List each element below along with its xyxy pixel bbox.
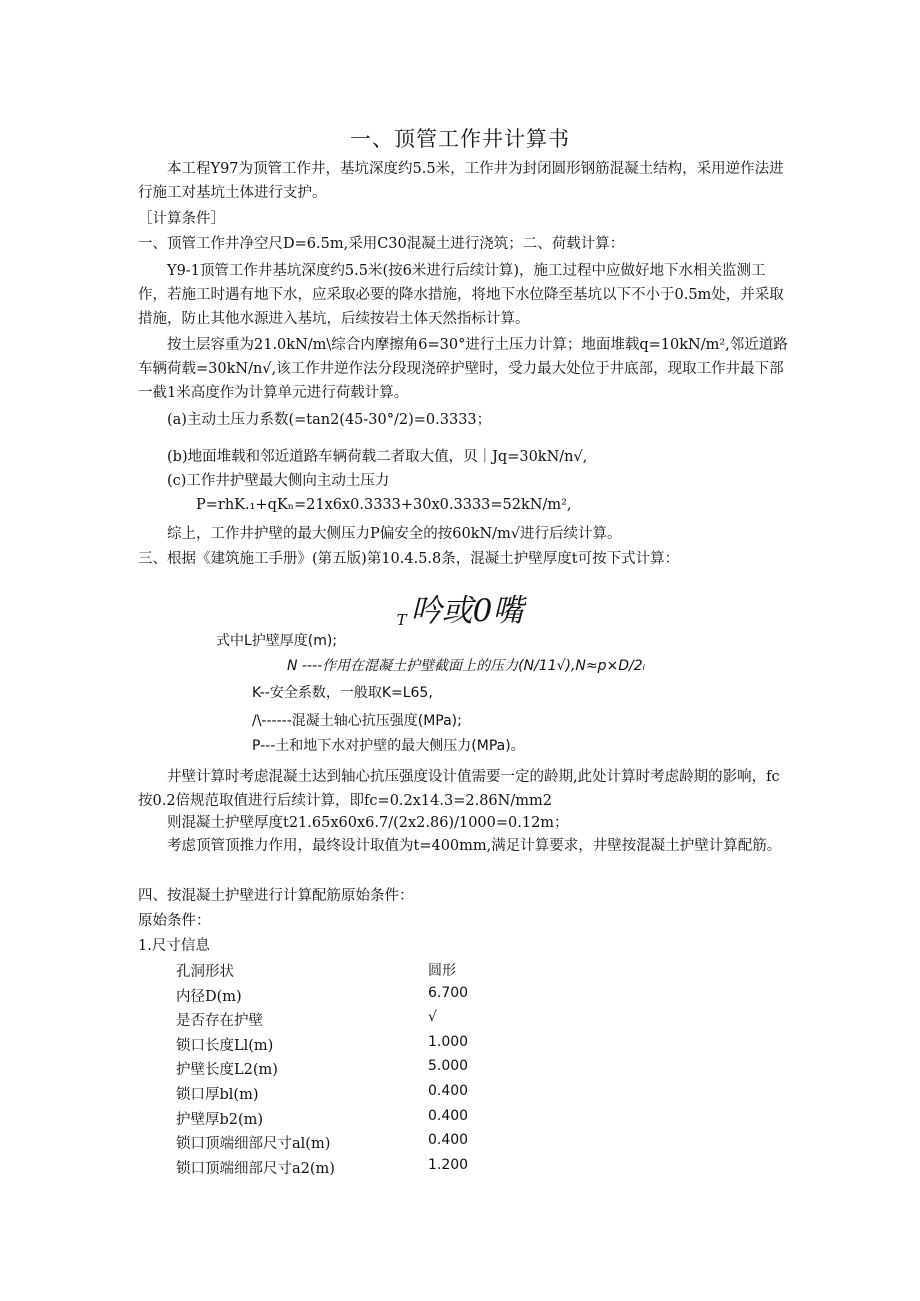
thickness-formula xyxy=(0,585,920,630)
table-row-label: 锁口顶端细部尺寸a2(m) xyxy=(176,1161,335,1177)
var-intro: 式中L护壁厚度(m); xyxy=(216,633,338,649)
section-1-heading: 一、顶管工作井净空尺D=6.5m,采用C30混凝土进行浇筑；二、荷载计算： xyxy=(138,236,625,252)
thickness-result: 则混凝土护壁厚度t21.65x60x6.7/(2x2.86)/1000=0.12m； xyxy=(167,815,569,831)
item-c: (c)工作井护壁最大侧向主动土压力 xyxy=(167,473,390,489)
table-row-value: 5.000 xyxy=(428,1058,469,1074)
groundwater-paragraph: Y9-1顶管工作井基坑深度约5.5米(按6米进行后续计算)，施工过程中应做好地下水相关监测工作，若施工时遇有地下水，应采取必要的降水措施，将地下水位降至基坑以下不小于0.5m处，并采取措施，防止其他水源进入基坑，后续按岩土体天然指标计算。 xyxy=(138,263,784,327)
table-row-value: 0.400 xyxy=(428,1108,469,1124)
calc-conditions-heading: ［计算条件］ xyxy=(138,211,225,227)
raw-conditions-heading: 原始条件： xyxy=(138,913,211,929)
table-row-value: 1.200 xyxy=(428,1157,469,1173)
item-a: (a)主动土压力系数(=tan2(45-30°/2)=0.3333； xyxy=(167,412,492,428)
table-row-label: 是否存在护壁 xyxy=(176,1013,263,1029)
size-info-heading: 1.尺寸信息 xyxy=(138,938,210,954)
table-row-value: 0.400 xyxy=(428,1083,469,1099)
concrete-age-paragraph: 井壁计算时考虑混凝土达到轴心抗压强度设计值需要一定的龄期,此处计算时考虑龄期的影响，fc按0.2倍规范取值进行后续计算，即fc=0.2x14.3=2.86N/mm2 xyxy=(138,769,780,809)
item-c-formula: P=rhK.₁+qKₙ=21x6x0.3333+30x0.3333=52kN/m², xyxy=(196,497,572,513)
var-p: P---土和地下水对护壁的最大侧压力(MPa)。 xyxy=(252,738,525,754)
table-row-label: 内径D(m) xyxy=(176,989,242,1005)
var-f: /\------混凝土轴心抗压强度(MPa); xyxy=(252,713,462,729)
section-4-heading: 四、按混凝土护壁进行计算配筋原始条件： xyxy=(138,888,414,904)
table-row-label: 护壁长度L2(m) xyxy=(176,1062,278,1078)
table-row-label: 护壁厚b2(m) xyxy=(176,1112,264,1128)
var-k: K--安全系数，一般取K=L65, xyxy=(252,685,433,701)
final-design-paragraph: 考虑顶管顶推力作用，最终设计取值为t=400mm,满足计算要求，井壁按混凝土护壁计算配筋。 xyxy=(167,838,782,854)
summary-line: 综上，工作井护壁的最大侧压力P偏安全的按60kN/m√进行后续计算。 xyxy=(167,526,622,542)
soil-pressure-paragraph: 按土层容重为21.0kN/m\综合内摩擦角6=30°进行土压力计算；地面堆载q=10kN/m²,邻近道路车辆荷载=30kN/n√,该工作井逆作法分段现浇碎护壁时，受力最大处位于井底部，现取工作井最下部一截1米高度作为计算单元进行荷载计算。 xyxy=(138,337,788,401)
section-3-heading: 三、根据《建筑施工手册》(第五版)第10.4.5.8条，混凝土护壁厚度t可按下式计算： xyxy=(138,551,680,567)
var-n: N ----作用在混凝土护壁截面上的压力(N/11√),N≈p×D/2ᵢ xyxy=(287,658,646,674)
formula-main: 吟或0嘴 xyxy=(410,593,524,629)
table-row-value: 0.400 xyxy=(428,1132,469,1148)
intro-paragraph: 本工程Y97为顶管工作井，基坑深度约5.5米，工作井为封闭圆形钢筋混凝土结构，采用逆作法进行施工对基坑土体进行支护。 xyxy=(138,161,784,201)
table-row-label: 锁口长度Ll(m) xyxy=(176,1038,274,1054)
table-row-label: 孔洞形状 xyxy=(176,964,234,980)
table-row-value: √ xyxy=(428,1009,437,1025)
table-row-value: 6.700 xyxy=(428,985,469,1001)
item-b: (b)地面堆载和邻近道路车辆荷载二者取大值，贝｜Jq=30kN/n√, xyxy=(167,449,588,465)
table-row-label: 锁口顶端细部尺寸al(m) xyxy=(176,1136,331,1152)
table-row-value: 圆形 xyxy=(428,963,456,979)
formula-subscript: T xyxy=(396,611,407,629)
table-row-value: 1.000 xyxy=(428,1034,469,1050)
page-title: 一、顶管工作井计算书 xyxy=(350,127,570,151)
table-row-label: 锁口厚bl(m) xyxy=(176,1087,259,1103)
